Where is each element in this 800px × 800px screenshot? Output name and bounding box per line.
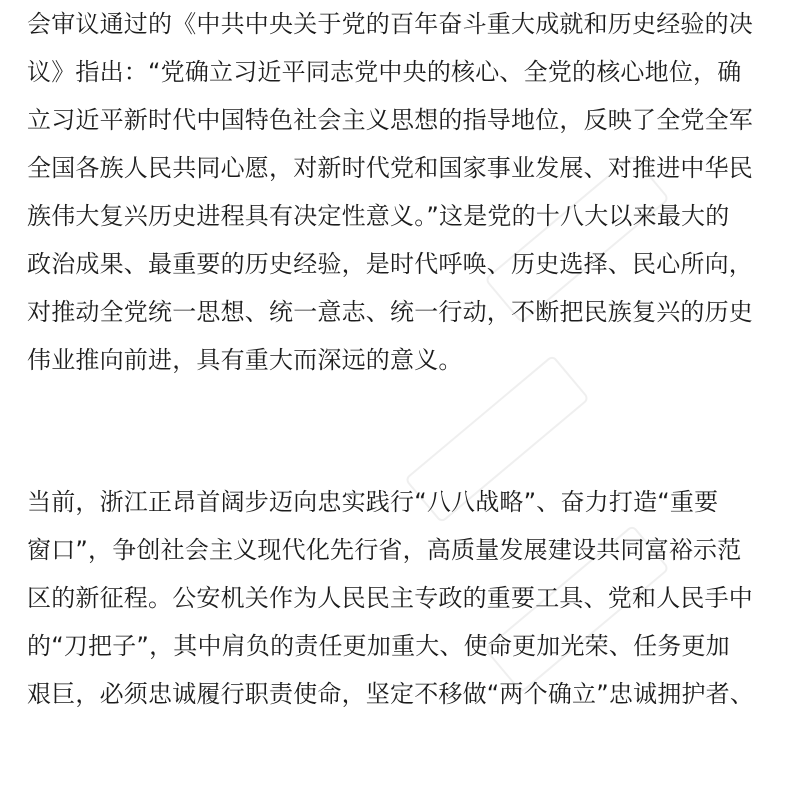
text-line: 全国各族人民共同心愿，对新时代党和国家事业发展、对推进中华民 [27,154,753,182]
paragraph-2 [27,478,787,718]
text-line: 艰巨，必须忠诚履行职责使命，坚定不移做“两个确立”忠诚拥护者、 [27,680,755,708]
text-line: 立习近平新时代中国特色社会主义思想的指导地位，反映了全党全军 [27,106,753,134]
text-line: 的“刀把子”，其中肩负的责任更加重大、使命更加光荣、任务更加 [27,632,730,660]
text-line: 当前，浙江正昂首阔步迈向忠实践行“八八战略”、奋力打造“重要 [27,488,719,516]
text-line: 政治成果、最重要的历史经验，是时代呼唤、历史选择、民心所向， [27,250,753,278]
text-line: 议》指出：“党确立习近平同志党中央的核心、全党的核心地位，确 [27,58,742,86]
text-line: 伟业推向前进，具有重大而深远的意义。 [27,346,463,374]
text-line: 对推动全党统一思想、统一意志、统一行动，不断把民族复兴的历史 [27,298,753,326]
text-line: 窗口”，争创社会主义现代化先行省，高质量发展建设共同富裕示范 [27,536,742,564]
text-line: 区的新征程。公安机关作为人民民主专政的重要工具、党和人民手中 [27,584,753,612]
text-line: 会审议通过的《中共中央关于党的百年奋斗重大成就和历史经验的决 [27,10,753,38]
paragraph-1 [27,0,787,384]
text-line: 族伟大复兴历史进程具有决定性意义。”这是党的十八大以来最大的 [27,202,730,230]
